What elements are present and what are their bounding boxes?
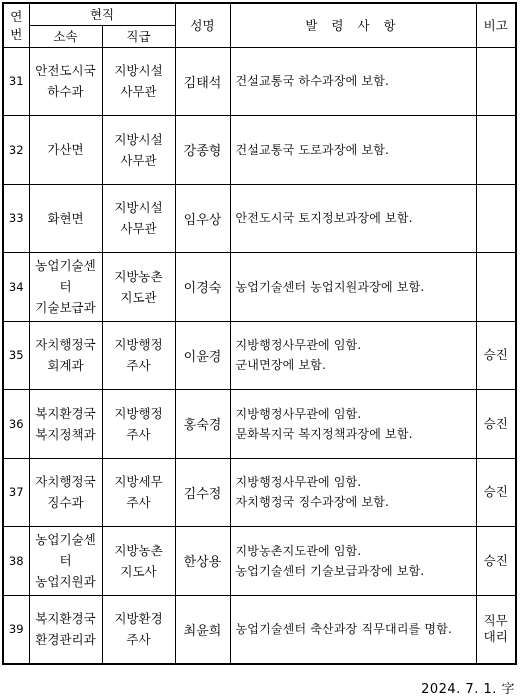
rank-cell: 지방환경 주사 (102, 595, 175, 664)
note-cell: 승진 (476, 458, 516, 527)
department-cell: 가산면 (29, 116, 102, 185)
row-number: 34 (3, 253, 29, 322)
name-cell: 이윤경 (175, 321, 230, 390)
rank-cell: 지방농촌 지도관 (102, 253, 175, 322)
header-no: 연 번 (3, 3, 29, 47)
note-cell: 승진 (476, 527, 516, 596)
header-department: 소속 (29, 25, 102, 47)
note-cell (476, 47, 516, 116)
name-cell: 임우상 (175, 184, 230, 253)
order-cell: 안전도시국 토지정보과장에 보함. (230, 184, 476, 253)
header-order: 발 령 사 항 (230, 3, 476, 47)
rank-cell: 지방시설 사무관 (102, 184, 175, 253)
note-cell (476, 253, 516, 322)
order-cell: 지방행정사무관에 임함. 군내면장에 보함. (230, 321, 476, 390)
table-row (3, 253, 516, 322)
note-cell (476, 116, 516, 185)
row-number: 38 (3, 527, 29, 596)
rank-cell: 지방세무 주사 (102, 458, 175, 527)
name-cell: 김태석 (175, 47, 230, 116)
row-number: 39 (3, 595, 29, 664)
note-cell: 승진 (476, 321, 516, 390)
rank-cell: 지방농촌 지도사 (102, 527, 175, 596)
order-cell: 지방농촌지도관에 임함. 농업기술센터 기술보급과장에 보함. (230, 527, 476, 596)
rank-cell: 지방행정 주사 (102, 321, 175, 390)
rank-cell: 지방행정 주사 (102, 390, 175, 459)
table-row (3, 527, 516, 596)
order-cell: 농업기술센터 축산과장 직무대리를 명함. (230, 595, 476, 664)
order-cell: 농업기술센터 농업지원과장에 보함. (230, 253, 476, 322)
header-rank: 직급 (102, 25, 175, 47)
note-cell: 직무 대리 (476, 595, 516, 664)
department-cell: 복지환경국 복지정책과 (29, 390, 102, 459)
name-cell: 강종형 (175, 116, 230, 185)
issue-date: 2024. 7. 1. 字 (421, 682, 515, 697)
name-cell: 최윤희 (175, 595, 230, 664)
department-cell: 안전도시국 하수과 (29, 47, 102, 116)
name-cell: 한상용 (175, 527, 230, 596)
name-cell: 김수정 (175, 458, 230, 527)
note-cell: 승진 (476, 390, 516, 459)
order-cell: 지방행정사무관에 임함. 문화복지국 복지정책과장에 보함. (230, 390, 476, 459)
order-cell: 지방행정사무관에 임함. 자치행정국 징수과장에 보함. (230, 458, 476, 527)
department-cell: 농업기술센터 기술보급과 (29, 253, 102, 322)
personnel-order-table (2, 2, 517, 665)
table-row (3, 390, 516, 459)
note-cell (476, 184, 516, 253)
row-number: 32 (3, 116, 29, 185)
row-number: 33 (3, 184, 29, 253)
table-row (3, 595, 516, 664)
order-cell: 건설교통국 도로과장에 보함. (230, 116, 476, 185)
name-cell: 홍숙경 (175, 390, 230, 459)
department-cell: 복지환경국 환경관리과 (29, 595, 102, 664)
header-note: 비고 (476, 3, 516, 47)
row-number: 37 (3, 458, 29, 527)
order-cell: 건설교통국 하수과장에 보함. (230, 47, 476, 116)
department-cell: 자치행정국 징수과 (29, 458, 102, 527)
table-row (3, 458, 516, 527)
rank-cell: 지방시설 사무관 (102, 47, 175, 116)
name-cell: 이경숙 (175, 253, 230, 322)
department-cell: 화현면 (29, 184, 102, 253)
table-row (3, 184, 516, 253)
row-number: 36 (3, 390, 29, 459)
department-cell: 농업기술센터 농업지원과 (29, 527, 102, 596)
table-row (3, 321, 516, 390)
row-number: 35 (3, 321, 29, 390)
rank-cell: 지방시설 사무관 (102, 116, 175, 185)
table-row (3, 47, 516, 116)
table-row (3, 116, 516, 185)
department-cell: 자치행정국 회계과 (29, 321, 102, 390)
header-current-position: 현직 (29, 3, 175, 25)
row-number: 31 (3, 47, 29, 116)
header-name: 성명 (175, 3, 230, 47)
